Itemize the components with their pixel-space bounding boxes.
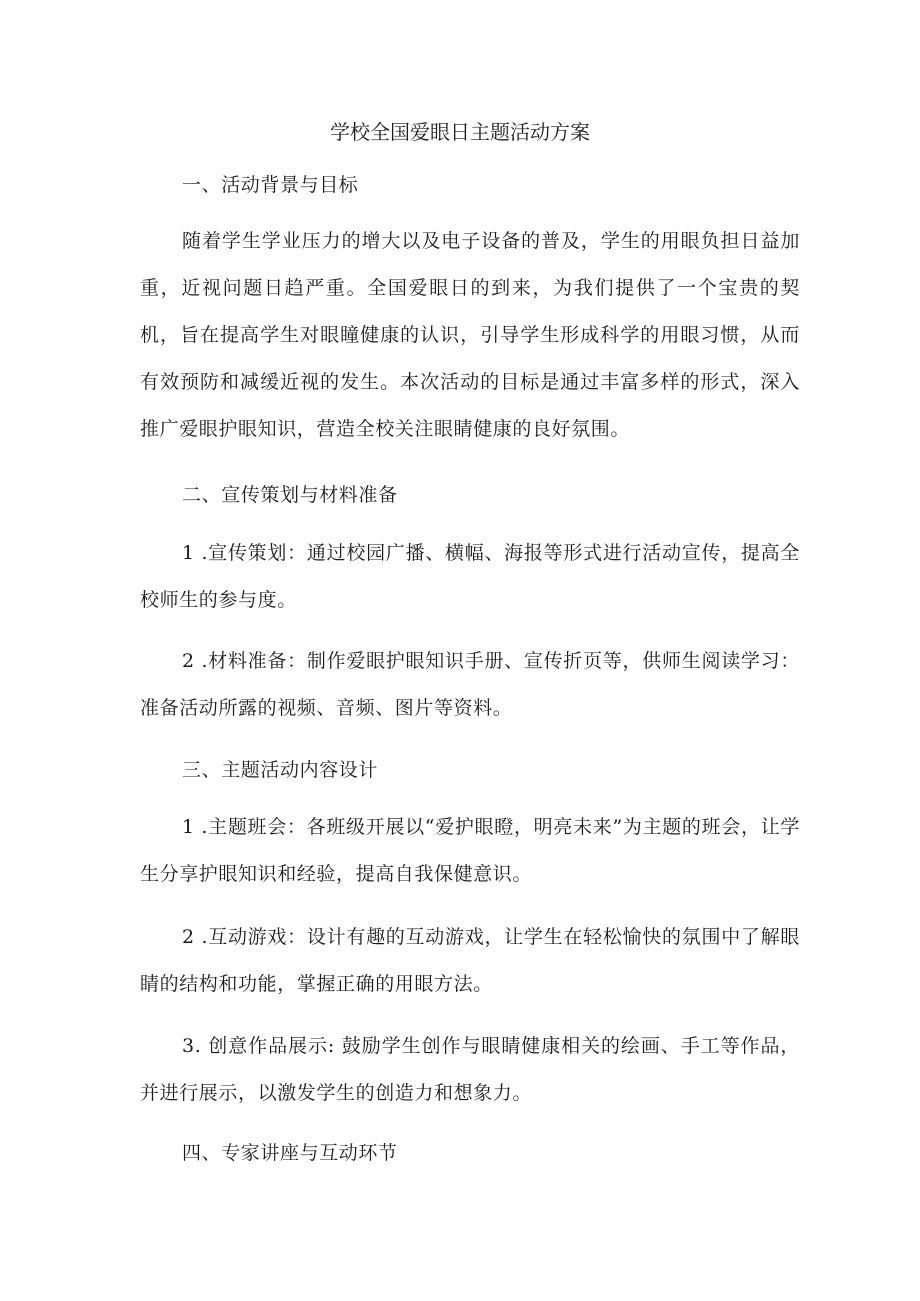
paragraph-publicity-plan: 1 .宣传策划：通过校园广播、横幅、海报等形式进行活动宣传，提高全校师生的参与度。: [140, 542, 800, 611]
section-heading-publicity: 二、宣传策划与材料准备: [182, 484, 398, 506]
paragraph-class-meeting: 1 .主题班会：各班级开展以“爱护眼瞪，明亮未来”为主题的班会，让学生分享护眼知识和经验，提高自我保健意识。: [140, 816, 800, 885]
paragraph-creative-works: 3. 创意作品展示: 鼓励学生创作与眼睛健康相关的绘画、手工等作品，并进行展示，以激发学生的创造力和想象力。: [140, 1035, 800, 1104]
section-heading-background: 一、活动背景与目标: [182, 174, 359, 196]
paragraph-material-prep: 2 .材料准备：制作爱眼护眼知识手册、宣传折页等，供师生阅读学习：准备活动所露的视频、音频、图片等资料。: [140, 650, 800, 719]
section-heading-activities: 三、主题活动内容设计: [182, 759, 379, 781]
section-heading-lecture: 四、专家讲座与互动环节: [182, 1142, 398, 1164]
document-title: 学校全国爱眼日主题活动方案: [330, 120, 590, 144]
paragraph-interactive-game: 2 .互动游戏：设计有趣的互动游戏，让学生在轻松愉快的氛围中了解眼睛的结构和功能，掌握正确的用眼方法。: [140, 926, 800, 995]
paragraph-background: 随着学生学业压力的增大以及电子设备的普及，学生的用眼负担日益加重，近视问题日趋严重。全国爱眼日的到来，为我们提供了一个宝贵的契机，旨在提高学生对眼瞳健康的认识，引导学生形成科学的用眼习惯，从而有效预防和减缓近视的发生。本次活动的目标是通过丰富多样的形式，深入推广爱眼护眼知识，营造全校关注眼睛健康的良好氛围。: [140, 230, 800, 440]
